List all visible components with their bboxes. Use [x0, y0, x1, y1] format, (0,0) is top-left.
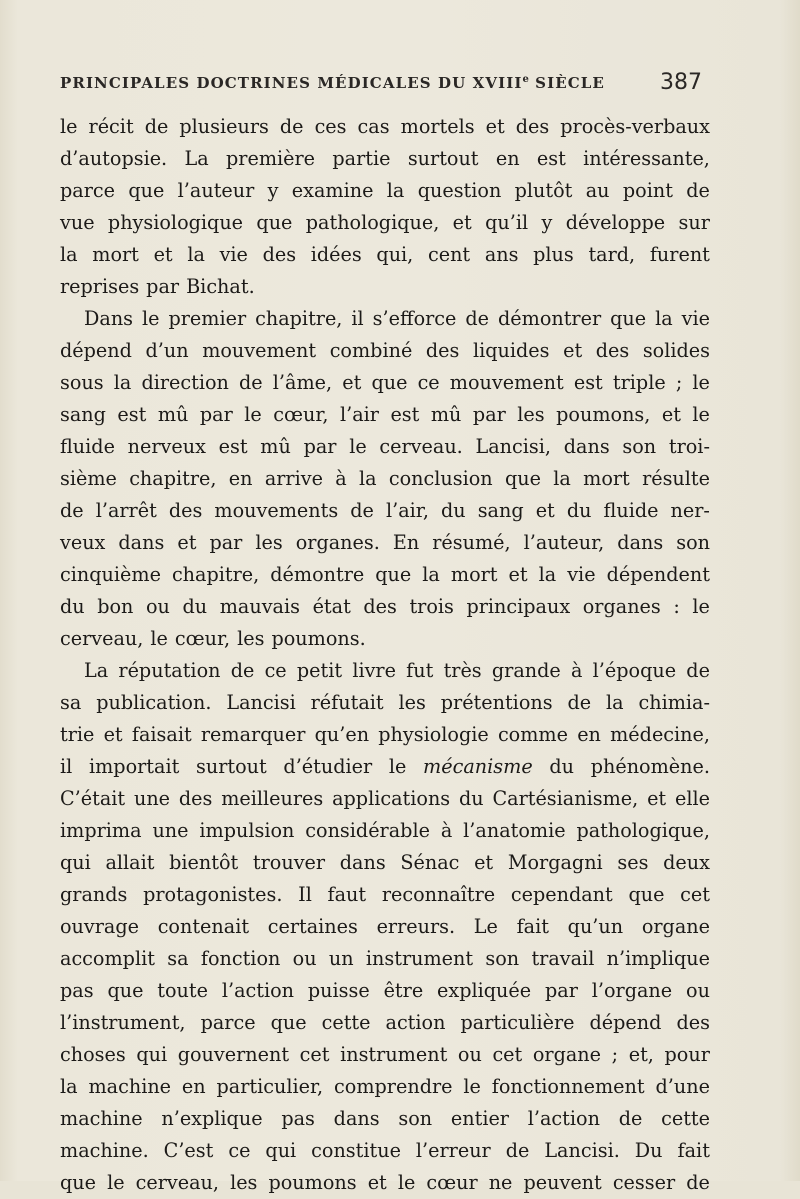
text-line: La réputation de ce petit livre fut très grande à l’époque de	[84, 659, 710, 682]
text-line: vue physiologique que pathologique, et qu’il y développe sur	[60, 211, 710, 234]
running-head-main: PRINCIPALES DOCTRINES MÉDICALES DU XVIII	[60, 74, 523, 92]
running-head	[60, 74, 640, 92]
text-line: veux dans et par les organes. En résumé, l’auteur, dans son	[60, 531, 710, 554]
text-line: l’instrument, parce que cette action particulière dépend des	[60, 1011, 710, 1034]
text-line: fluide nerveux est mû par le cerveau. Lancisi, dans son troi-	[60, 435, 710, 458]
text-line: machine n’explique pas dans son entier l’action de cette	[60, 1107, 710, 1130]
text-line: parce que l’auteur y examine la question plutôt au point de	[60, 179, 710, 202]
text-line: ouvrage contenait certaines erreurs. Le fait qu’un organe	[60, 915, 710, 938]
text-line: accomplit sa fonction ou un instrument son travail n’implique	[60, 947, 710, 970]
text-line: d’autopsie. La première partie surtout en est intéressante,	[60, 147, 710, 170]
text-line: la machine en particulier, comprendre le fonctionnement d’une	[60, 1075, 710, 1098]
text-line: cerveau, le cœur, les poumons.	[60, 627, 366, 650]
text-line: pas que toute l’action puisse être expliquée par l’organe ou	[60, 979, 710, 1002]
text-line: que le cerveau, les poumons et le cœur ne peuvent cesser de	[60, 1171, 710, 1194]
running-head-end: SIÈCLE	[528, 74, 605, 92]
text-line: la mort et la vie des idées qui, cent ans plus tard, furent	[60, 243, 710, 266]
text-line: sang est mû par le cœur, l’air est mû par les poumons, et le	[60, 403, 710, 426]
text-line: Dans le premier chapitre, il s’efforce de démontrer que la vie	[84, 307, 710, 330]
text-line: choses qui gouvernent cet instrument ou cet organe ; et, pour	[60, 1043, 710, 1066]
running-head-superscript: e	[522, 74, 529, 85]
text-line: le récit de plusieurs de ces cas mortels et des procès-verbaux	[60, 115, 710, 138]
text-line: dépend d’un mouvement combiné des liquides et des solides	[60, 339, 710, 362]
text-line: qui allait bientôt trouver dans Sénac et Morgagni ses deux	[60, 851, 710, 874]
text-line: de l’arrêt des mouvements de l’air, du sang et du fluide ner-	[60, 499, 710, 522]
page-header	[60, 70, 702, 100]
text-line: sa publication. Lancisi réfutait les prétentions de la chimia-	[60, 691, 710, 714]
text-line: trie et faisait remarquer qu’en physiologie comme en médecine,	[60, 723, 710, 746]
body-text	[60, 111, 710, 1199]
text-line: cinquième chapitre, démontre que la mort et la vie dépendent	[60, 563, 710, 586]
text-line: il importait surtout d’étudier le mécanisme du phénomène.	[60, 755, 710, 778]
text-line: grands protagonistes. Il faut reconnaître cependant que cet	[60, 883, 710, 906]
text-line: reprises par Bichat.	[60, 275, 255, 298]
text-line: du bon ou du mauvais état des trois principaux organes : le	[60, 595, 710, 618]
text-line: sous la direction de l’âme, et que ce mouvement est triple ; le	[60, 371, 710, 394]
page-number: 387	[660, 70, 702, 95]
text-line: machine. C’est ce qui constitue l’erreur de Lancisi. Du fait	[60, 1139, 710, 1162]
text-line: sième chapitre, en arrive à la conclusion que la mort résulte	[60, 467, 710, 490]
text-line: imprima une impulsion considérable à l’anatomie pathologique,	[60, 819, 710, 842]
text-line: C’était une des meilleures applications du Cartésianisme, et elle	[60, 787, 710, 810]
